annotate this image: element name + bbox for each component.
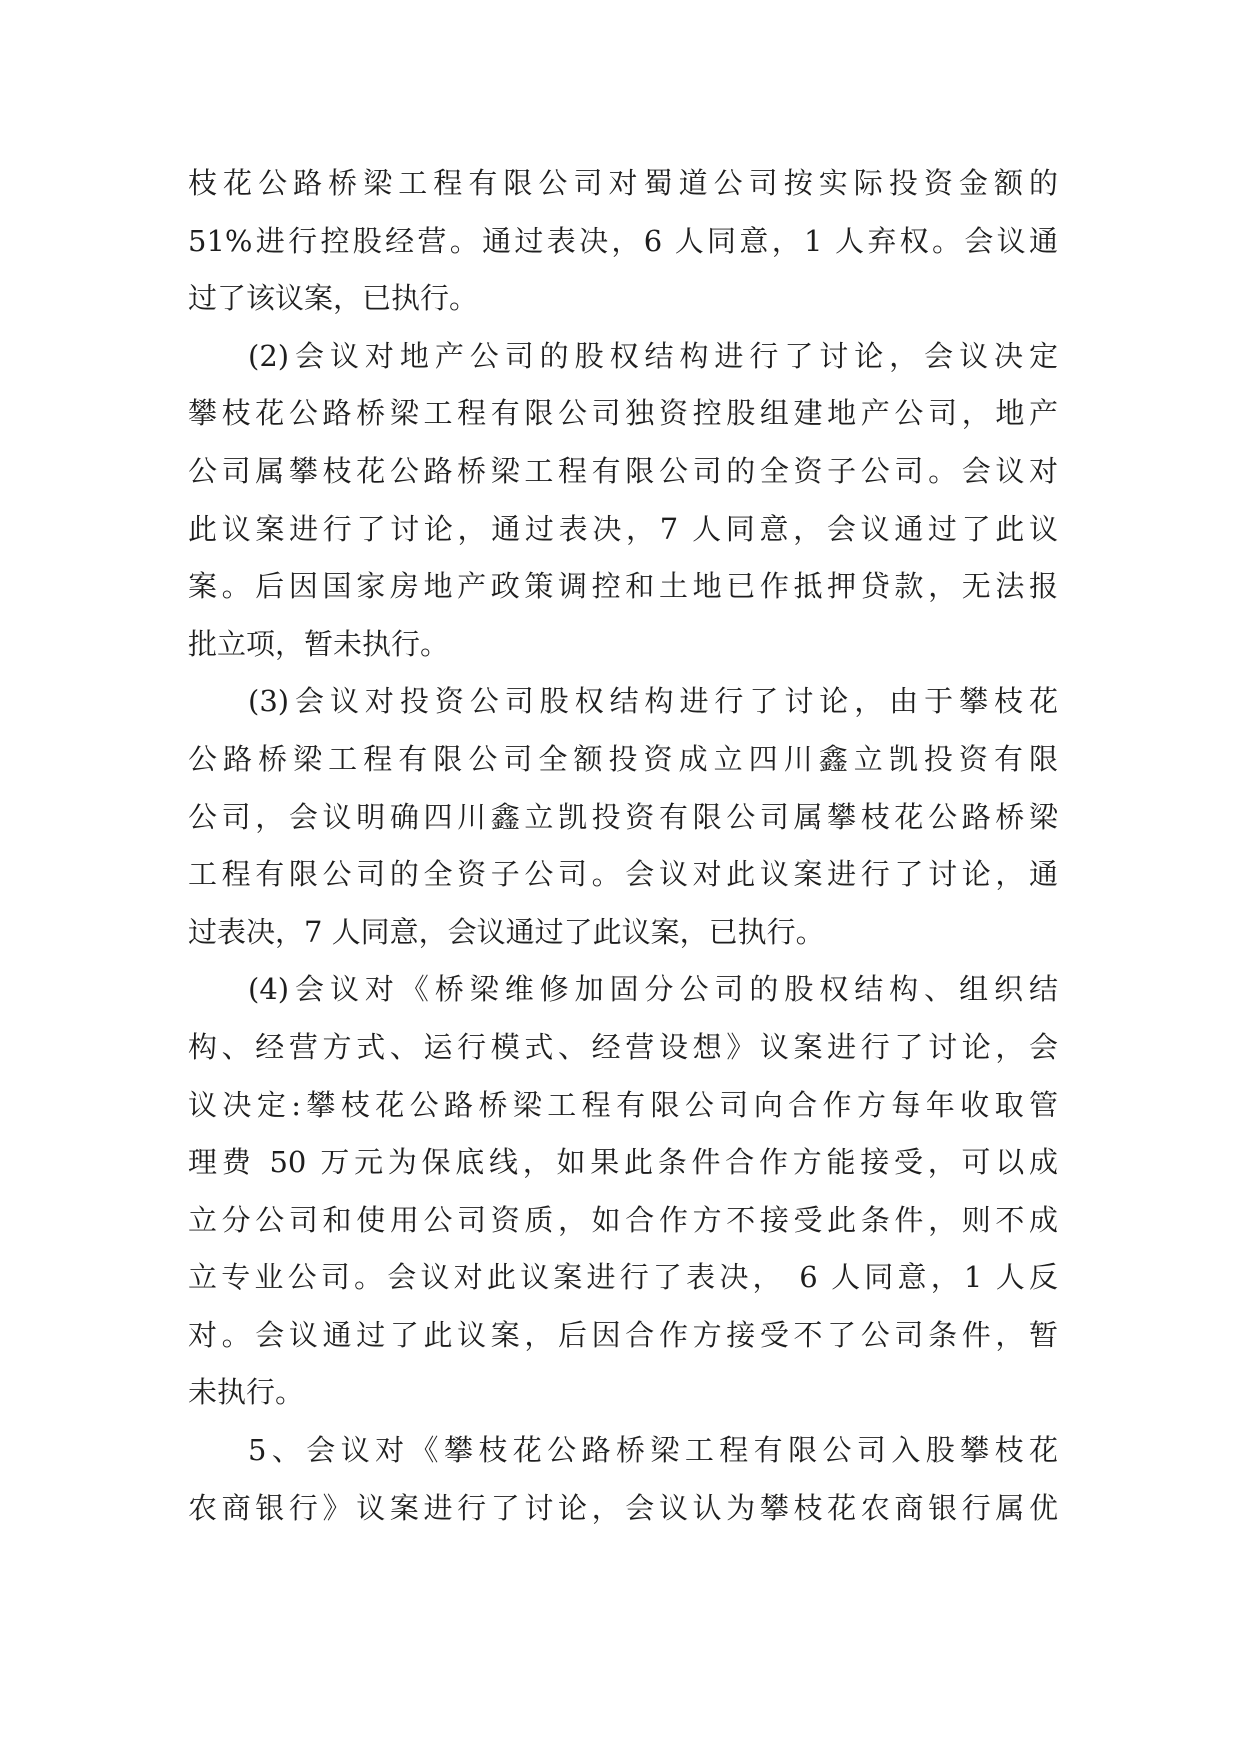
text-line: 公司属攀枝花公路桥梁工程有限公司的全资子公司。会议对 xyxy=(188,453,1058,488)
text-line: 立专业公司。会议对此议案进行了表决， 6 人同意，1 人反 xyxy=(188,1260,1058,1295)
text-line: 公路桥梁工程有限公司全额投资成立四川鑫立凯投资有限 xyxy=(188,741,1058,776)
text-line: 过表决，7 人同意，会议通过了此议案，已执行。 xyxy=(188,914,825,949)
text-line: 51%进行控股经营。通过表决，6 人同意，1 人弃权。会议通 xyxy=(188,223,1058,258)
document-body xyxy=(188,155,1058,1537)
text-line: 5、会议对《攀枝花公路桥梁工程有限公司入股攀枝花 xyxy=(248,1433,1058,1468)
text-line: (3)会议对投资公司股权结构进行了讨论，由于攀枝花 xyxy=(248,684,1058,719)
text-line: (4)会议对《桥梁维修加固分公司的股权结构、组织结 xyxy=(248,972,1058,1007)
paragraph-item-2 xyxy=(188,328,1058,674)
text-line: 此议案进行了讨论，通过表决，7 人同意，会议通过了此议 xyxy=(188,511,1058,546)
text-line: 对。会议通过了此议案，后因合作方接受不了公司条件，暂 xyxy=(188,1317,1058,1352)
text-line: 立分公司和使用公司资质，如合作方不接受此条件，则不成 xyxy=(188,1202,1058,1237)
text-line: 枝花公路桥梁工程有限公司对蜀道公司按实际投资金额的 xyxy=(188,166,1058,200)
paragraph-item-3 xyxy=(188,673,1058,961)
text-line: 公司，会议明确四川鑫立凯投资有限公司属攀枝花公路桥梁 xyxy=(188,799,1058,834)
text-line: (2)会议对地产公司的股权结构进行了讨论，会议决定 xyxy=(248,338,1058,373)
text-line: 攀枝花公路桥梁工程有限公司独资控股组建地产公司，地产 xyxy=(188,396,1058,431)
text-line: 未执行。 xyxy=(188,1375,305,1410)
paragraph-item-5 xyxy=(188,1422,1058,1537)
text-line: 议决定:攀枝花公路桥梁工程有限公司向合作方每年收取管 xyxy=(188,1087,1058,1122)
text-line: 案。后因国家房地产政策调控和土地已作抵押贷款，无法报 xyxy=(188,569,1058,604)
text-line: 过了该议案，已执行。 xyxy=(188,281,479,316)
text-line: 农商银行》议案进行了讨论，会议认为攀枝花农商银行属优 xyxy=(188,1490,1058,1525)
text-line: 批立项，暂未执行。 xyxy=(188,626,450,661)
text-line: 工程有限公司的全资子公司。会议对此议案进行了讨论，通 xyxy=(188,857,1058,892)
text-line: 构、经营方式、运行模式、经营设想》议案进行了讨论，会 xyxy=(188,1029,1058,1064)
text-line: 理费 50 万元为保底线，如果此条件合作方能接受，可以成 xyxy=(188,1145,1058,1180)
paragraph-continuation xyxy=(188,155,1058,328)
paragraph-item-4 xyxy=(188,961,1058,1422)
